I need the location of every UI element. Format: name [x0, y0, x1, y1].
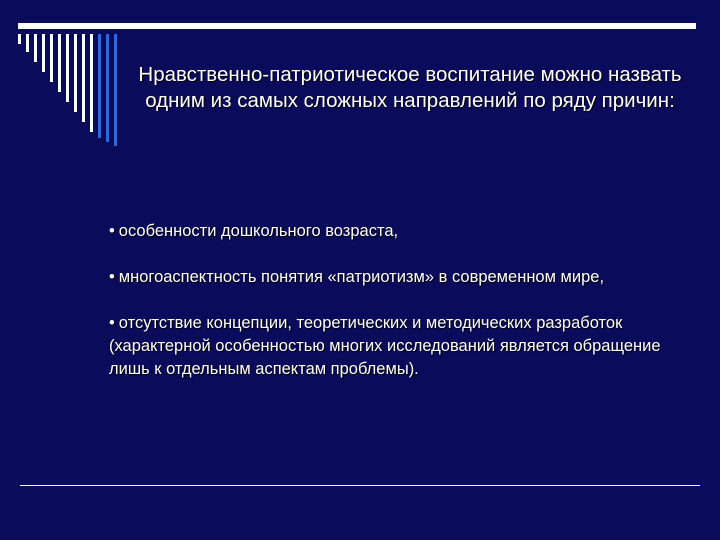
list-item-text: отсутствие концепции, теоретических и методических разработок (характерной особенностью многих исследований является обращение лишь к отдельным аспектам проблемы).: [109, 314, 661, 378]
list-item: [109, 220, 699, 243]
stripe: [90, 34, 93, 132]
stripe: [34, 34, 37, 62]
stripe: [42, 34, 45, 72]
stripe: [106, 34, 109, 142]
stripe: [114, 34, 117, 146]
stripe: [74, 34, 77, 112]
stripe: [66, 34, 69, 102]
stripe: [58, 34, 61, 92]
list-item-text: многоаспектность понятия «патриотизм» в современном мире,: [118, 268, 605, 286]
slide-title: Нравственно-патриотическое воспитание можно назвать одним из самых сложных направлений по ряду причин:: [138, 63, 682, 112]
list-item: [109, 312, 699, 381]
bullet-list: [109, 220, 699, 404]
bullet-icon: •: [109, 314, 115, 332]
list-item: [109, 266, 699, 289]
decorative-stripes: [0, 0, 130, 150]
bullet-icon: •: [109, 268, 115, 286]
bullet-icon: •: [109, 222, 115, 240]
stripe: [26, 34, 29, 52]
stripe: [50, 34, 53, 82]
list-item-text: особенности дошкольного возраста,: [118, 222, 399, 240]
stripe: [18, 34, 21, 44]
bottom-rule: [20, 485, 700, 486]
stripe: [98, 34, 101, 138]
stripe: [82, 34, 85, 122]
